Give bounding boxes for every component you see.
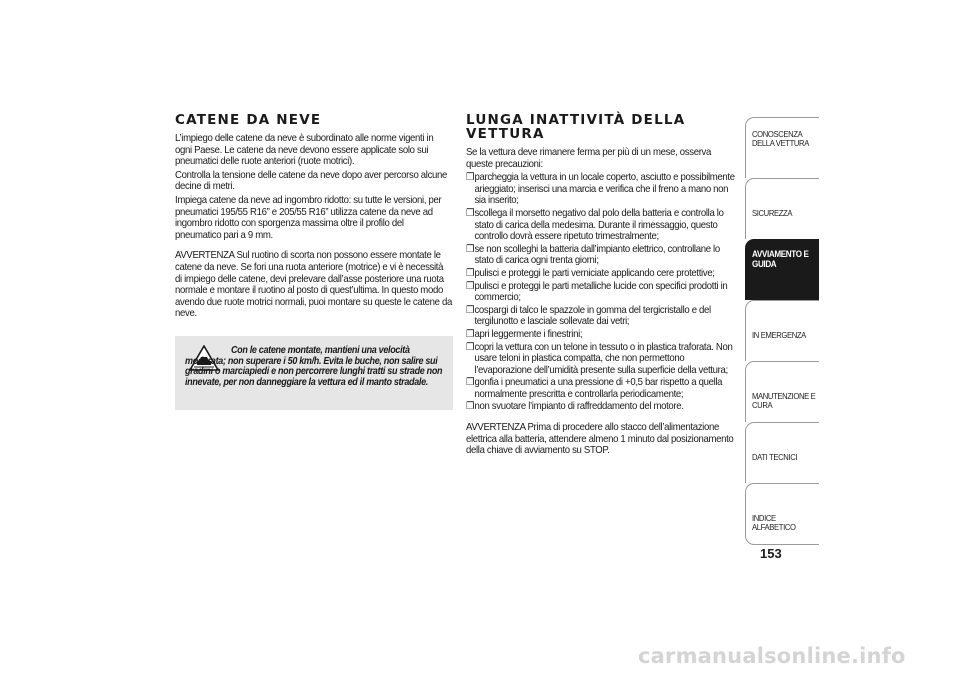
checkbox-bullet-icon: ❒ [466, 172, 475, 184]
tab-chapter[interactable] [745, 239, 819, 300]
list-item [466, 377, 735, 400]
list-item [466, 342, 735, 377]
tab-chapter[interactable] [745, 117, 819, 178]
list-item [466, 401, 735, 413]
tab-label: MANUTENZIONE E CURA [752, 391, 816, 411]
list-item-text: copri la vettura con un telone in tessuto o in plastica traforata. Non usare teloni in plastica compatta, che non permettono l’evaporazione dell’umidità presente sulla superficie della vettura; [474, 341, 733, 376]
checkbox-bullet-icon: ❒ [466, 377, 475, 389]
tab-label: SICUREZZA [752, 208, 793, 218]
paragraph-avvertenza: AVVERTENZA Prima di procedere allo stacco dell’alimentazione elettrica alla batteria, attendere almeno 1 minuto dal posizionamento della chiave di avviamento su STOP. [466, 422, 734, 457]
checkbox-bullet-icon: ❒ [466, 304, 475, 316]
tab-chapter[interactable] [745, 483, 819, 545]
page-number: 153 [760, 546, 782, 561]
list-item-text: cospargi di talco le spazzole in gomma del tergicristallo e del tergilunotto e lasciale sollevate dai vetri; [474, 304, 711, 328]
checkbox-bullet-icon: ❒ [466, 341, 475, 353]
paragraph: Controlla la tensione delle catene da neve dopo aver percorso alcune decine di metri. [175, 169, 448, 193]
checkbox-bullet-icon: ❒ [466, 401, 475, 413]
list-item [466, 172, 735, 207]
right-column [466, 113, 736, 459]
paragraph: L’impiego delle catene da neve è subordinato alle norme vigenti in ogni Paese. Le catene da neve devono essere applicate solo sui pneumatici delle ruote anteriori (ruote motrici). [175, 133, 434, 168]
tab-chapter[interactable] [745, 361, 819, 422]
list-item-text: scollega il morsetto negativo dal polo della batteria e controlla lo stato di carica della medesima. Durante il rimessaggio, questo controllo dovrà essere ripetuto trimestralmente; [474, 207, 724, 243]
list-item [466, 305, 735, 328]
tab-label: CONOSCENZA DELLA VETTURA [752, 129, 809, 149]
tab-chapter[interactable] [745, 178, 819, 239]
tab-label: AVVIAMENTO E GUIDA [752, 249, 809, 269]
left-column [175, 113, 453, 410]
tab-label: INDICE ALFABETICO [752, 513, 796, 533]
warning-text: Con le catene montate, mantieni una velocità moderata; non superare i 50 km/h. Evita le buche, non salire sui gradini o marciapiedi e non percorrere lunghi tratti su strade non innevate, per non danneggiare la vettura ed il manto stradale. [185, 344, 443, 388]
section-heading-long-inactivity: LUNGA INATTIVITÀ DELLA VETTURA [466, 112, 686, 142]
tab-label: DATI TECNICI [752, 452, 798, 462]
list-item [466, 244, 735, 267]
intro-paragraph: Se la vettura deve rimanere ferma per più di un mese, osserva queste precauzioni: [466, 147, 712, 170]
chapter-tabs [745, 117, 819, 545]
warning-box [175, 336, 453, 410]
list-item-text: parcheggia la vettura in un locale coperto, asciutto e possibilmente arieggiato; inserisci una marcia e verifica che il freno a mano non sia inserito; [474, 172, 735, 207]
checkbox-bullet-icon: ❒ [466, 243, 475, 255]
checkbox-bullet-icon: ❒ [466, 280, 475, 292]
paragraph-avvertenza: AVVERTENZA Sul ruotino di scorta non possono essere montate le catene da neve. Se fori una ruota anteriore (motrice) e vi è necessità di impiego delle catene, devi prelevare dall’asse posteriore una ruota normale e montare il ruotino al posto di quest’ultima. In questo modo avendo due ruote motrici normali, puoi montare su queste le catene da neve. [175, 250, 453, 320]
list-item [466, 268, 735, 280]
checkbox-bullet-icon: ❒ [466, 207, 475, 219]
section-heading-snow-chains: CATENE DA NEVE [175, 112, 322, 128]
precautions-list [466, 172, 736, 413]
list-item-text: non svuotare l’impianto di raffreddamento del motore. [474, 401, 684, 413]
list-item-text: se non scolleghi la batteria dall’impianto elettrico, controllane lo stato di carica ogni trenta giorni; [474, 243, 720, 267]
list-item [466, 208, 735, 243]
tab-label: IN EMERGENZA [752, 330, 806, 340]
tab-chapter[interactable] [745, 422, 819, 483]
list-item [466, 329, 735, 341]
list-item [466, 281, 735, 304]
list-item-text: pulisci e proteggi le parti metalliche lucide con specifici prodotti in commercio; [474, 280, 728, 304]
list-item-text: pulisci e proteggi le parti verniciate applicando cere protettive; [474, 267, 715, 279]
paragraph: Impiega catene da neve ad ingombro ridotto: su tutte le versioni, per pneumatici 195/55 R16” e 205/55 R16” utilizza catene da neve ad ingombro ridotto con sporgenza massima oltre il profilo del pneumatico pari a 9 mm. [175, 194, 442, 241]
list-item-text: apri leggermente i finestrini; [474, 328, 583, 340]
checkbox-bullet-icon: ❒ [466, 267, 475, 279]
checkbox-bullet-icon: ❒ [466, 328, 475, 340]
watermark: carmanualsonline.info [638, 644, 906, 668]
list-item-text: gonfia i pneumatici a una pressione di +0,5 bar rispetto a quella normalmente prescritta e controllarla periodicamente; [474, 377, 723, 400]
tab-chapter[interactable] [745, 300, 819, 361]
